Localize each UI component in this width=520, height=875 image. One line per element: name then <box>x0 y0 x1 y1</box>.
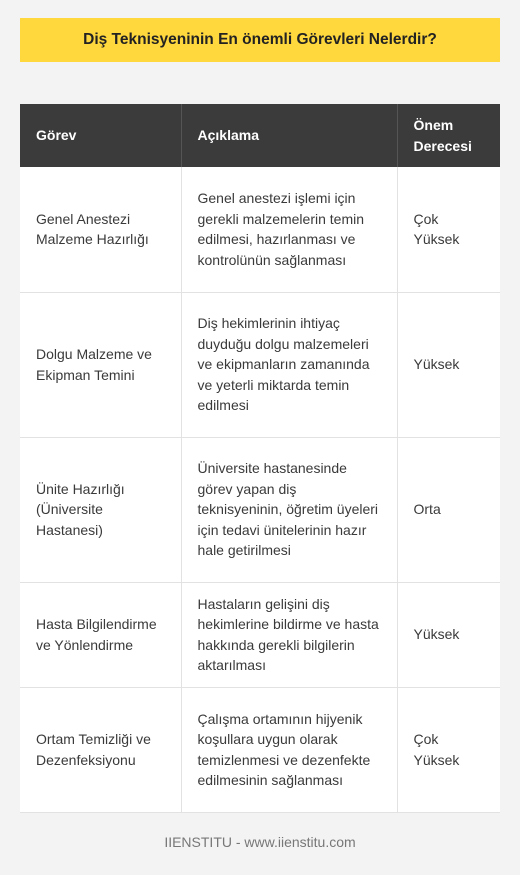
table-row <box>20 167 500 292</box>
table-header-row <box>20 104 500 167</box>
cell-description: Genel anestezi işlemi için gerekli malzemelerin temin edilmesi, hazırlanması ve kontrolünün sağlanması <box>181 167 397 292</box>
header-description: Açıklama <box>181 104 397 167</box>
cell-description: Diş hekimlerinin ihtiyaç duyduğu dolgu malzemeleri ve ekipmanların zamanında ve yeterli miktarda temin edilmesi <box>181 292 397 437</box>
cell-description: Hastaların gelişini diş hekimlerine bildirme ve hasta hakkında gerekli bilgilerin aktarılması <box>181 582 397 687</box>
cell-description: Üniversite hastanesinde görev yapan diş teknisyeninin, öğretim üyeleri için tedavi ünitelerinin hazır hale getirilmesi <box>181 437 397 582</box>
table-row <box>20 292 500 437</box>
tasks-table <box>20 104 500 813</box>
cell-importance: Yüksek <box>397 582 500 687</box>
table-row <box>20 582 500 687</box>
cell-importance: Orta <box>397 437 500 582</box>
header-importance: Önem Derecesi <box>397 104 500 167</box>
cell-task: Dolgu Malzeme ve Ekipman Temini <box>20 292 181 437</box>
cell-task: Genel Anestezi Malzeme Hazırlığı <box>20 167 181 292</box>
cell-importance: Çok Yüksek <box>397 687 500 812</box>
cell-task: Hasta Bilgilendirme ve Yönlendirme <box>20 582 181 687</box>
cell-description: Çalışma ortamının hijyenik koşullara uygun olarak temizlenmesi ve dezenfekte edilmesinin sağlanması <box>181 687 397 812</box>
cell-task: Ünite Hazırlığı (Üniversite Hastanesi) <box>20 437 181 582</box>
table-row <box>20 437 500 582</box>
page-title: Diş Teknisyeninin En önemli Görevleri Nelerdir? <box>20 18 500 62</box>
header-task: Görev <box>20 104 181 167</box>
table-row <box>20 687 500 812</box>
cell-task: Ortam Temizliği ve Dezenfeksiyonu <box>20 687 181 812</box>
cell-importance: Yüksek <box>397 292 500 437</box>
cell-importance: Çok Yüksek <box>397 167 500 292</box>
footer-text: IIENSTITU - www.iienstitu.com <box>164 834 356 850</box>
